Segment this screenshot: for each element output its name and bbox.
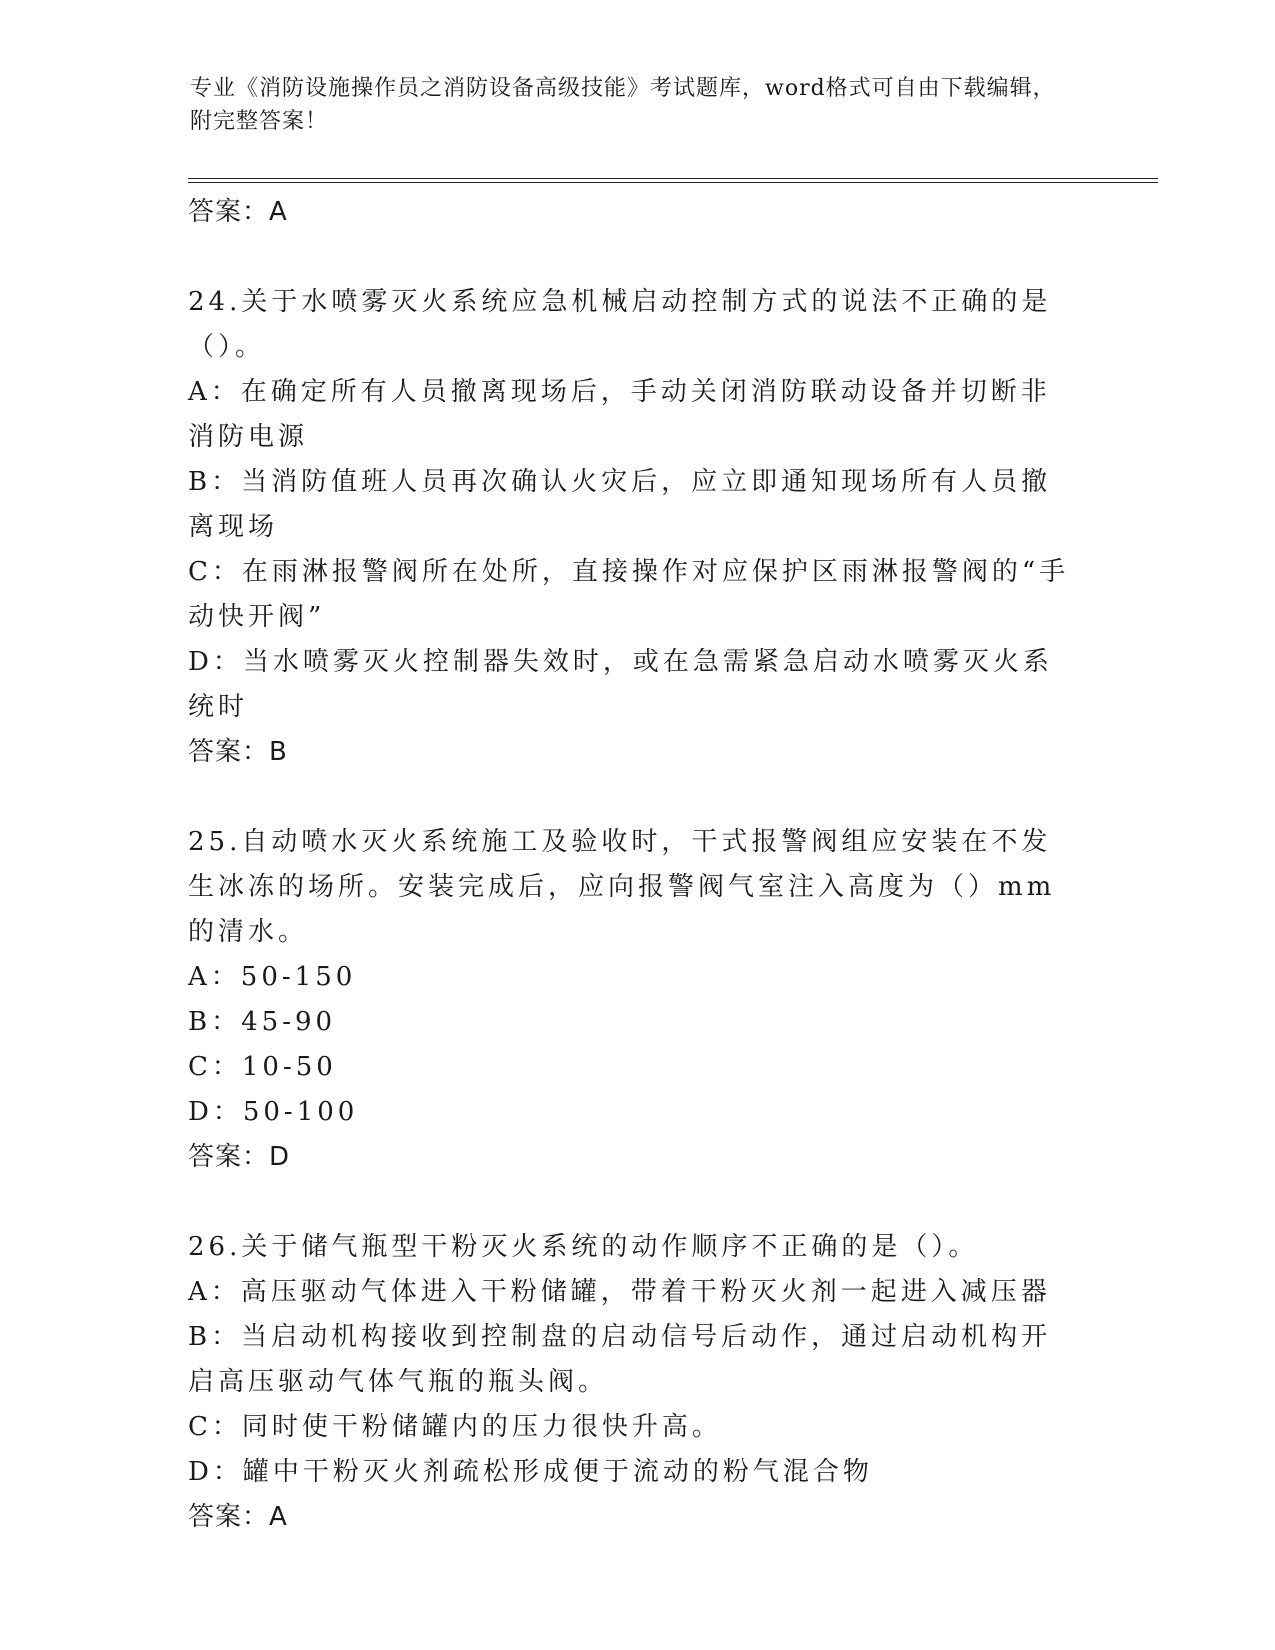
option-d: D：50-100 <box>188 1097 359 1127</box>
option-b: B：当消防值班人员再次确认火灾后，应立即通知现场所有人员撤离现场 <box>188 467 1052 542</box>
option-a: A：高压驱动气体进入干粉储罐，带着干粉灭火剂一起进入减压器 <box>188 1277 1051 1307</box>
option-b: B：当启动机构接收到控制盘的启动信号后动作，通过启动机构开启高压驱动气体气瓶的瓶头阀。 <box>188 1322 1052 1397</box>
option-c: C：在雨淋报警阀所在处所，直接操作对应保护区雨淋报警阀的“手动快开阀” <box>188 557 1070 632</box>
question-stem: 25.自动喷水灭火系统施工及验收时，干式报警阀组应安装在不发生冰冻的场所。安装完成后，应向报警阀气室注入高度为（）mm的清水。 <box>188 827 1056 947</box>
document-header: 专业《消防设施操作员之消防设备高级技能》考试题库，word格式可自由下载编辑，附完整答案！ <box>190 76 1056 134</box>
question-26 <box>188 1225 1078 1539</box>
header-divider <box>188 178 1158 179</box>
option-a: A：在确定所有人员撤离现场后，手动关闭消防联动设备并切断非消防电源 <box>188 377 1051 452</box>
option-a: A：50-150 <box>188 962 357 992</box>
question-24 <box>188 280 1078 774</box>
answer-label: 答案：D <box>188 1142 291 1172</box>
option-c: C：10-50 <box>188 1052 337 1082</box>
question-25 <box>188 820 1078 1179</box>
answer-label: 答案：B <box>188 737 288 767</box>
answer-label: 答案：A <box>188 197 288 227</box>
option-b: B：45-90 <box>188 1007 337 1037</box>
option-c: C：同时使干粉储罐内的压力很快升高。 <box>188 1412 722 1442</box>
header-divider-second <box>188 182 1158 183</box>
question-list <box>188 190 1078 1539</box>
question-stem: 26.关于储气瓶型干粉灭火系统的动作顺序不正确的是（）。 <box>188 1232 979 1262</box>
answer-label: 答案：A <box>188 1502 288 1532</box>
question-stem: 24.关于水喷雾灭火系统应急机械启动控制方式的说法不正确的是（）。 <box>188 287 1052 362</box>
option-d: D：罐中干粉灭火剂疏松形成便于流动的粉气混合物 <box>188 1457 873 1487</box>
option-d: D：当水喷雾灭火控制器失效时，或在急需紧急启动水喷雾灭火系统时 <box>188 647 1053 722</box>
